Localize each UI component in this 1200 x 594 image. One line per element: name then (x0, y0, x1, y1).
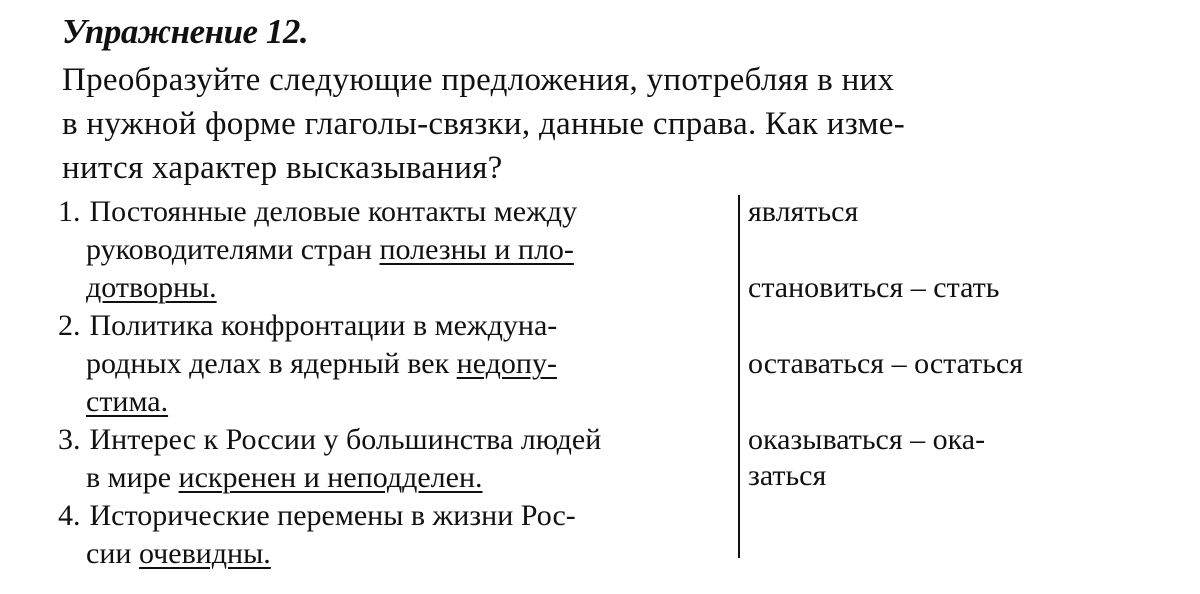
underlined-predicate: очевидны. (138, 537, 271, 570)
sentence-text: в мире (86, 461, 179, 494)
sentence-number: 4. (58, 499, 81, 532)
linking-verb: оставаться – остаться (748, 347, 1024, 380)
linking-verb: оказываться – ока- (748, 423, 986, 456)
linking-verb: являться (748, 195, 859, 228)
linking-verb: становиться – стать (748, 271, 1000, 304)
sentence-list (58, 193, 601, 573)
sentence-3-line-1 (58, 421, 601, 459)
sentence-number: 3. (58, 423, 81, 456)
sentence-2-line-1 (58, 307, 601, 345)
sentence-number: 1. (58, 195, 81, 228)
sentence-4-line-2 (58, 535, 601, 573)
sentence-text: руководителями стран (86, 233, 380, 266)
sentence-text: Интерес к России у большинства людей (89, 423, 602, 456)
underlined-predicate: искренен и неподделен. (178, 461, 483, 494)
instruction-text (62, 58, 905, 190)
sentence-2-line-2 (58, 345, 601, 383)
underlined-predicate: дотворны. (86, 271, 217, 304)
instruction-line: в нужной форме глаголы-связки, данные справа. Как изме- (62, 106, 905, 142)
sentence-text: Исторические перемены в жизни Рос- (89, 499, 576, 532)
sentence-1-line-3 (58, 269, 601, 307)
linking-verb-continuation: заться (748, 459, 827, 492)
sentence-number: 2. (58, 309, 81, 342)
underlined-predicate: стима. (86, 385, 169, 418)
underlined-predicate: недопу- (456, 347, 557, 380)
instruction-line: нится характер высказывания? (62, 150, 503, 186)
column-divider (738, 195, 740, 558)
underlined-predicate: полезны и пло- (379, 233, 574, 266)
sentence-3-line-2 (58, 459, 601, 497)
sentence-4-line-1 (58, 497, 601, 535)
sentence-1-line-2 (58, 231, 601, 269)
sentence-text: Постоянные деловые контакты между (89, 195, 578, 228)
sentence-2-line-3 (58, 383, 601, 421)
sentence-text: Политика конфронтации в междуна- (89, 309, 558, 342)
instruction-line: Преобразуйте следующие предложения, употребляя в них (62, 62, 895, 98)
sentence-text: сии (86, 537, 139, 570)
exercise-title: Упражнение 12. (62, 12, 309, 51)
sentence-text: родных делах в ядерный век (86, 347, 457, 380)
sentence-1-line-1 (58, 193, 601, 231)
